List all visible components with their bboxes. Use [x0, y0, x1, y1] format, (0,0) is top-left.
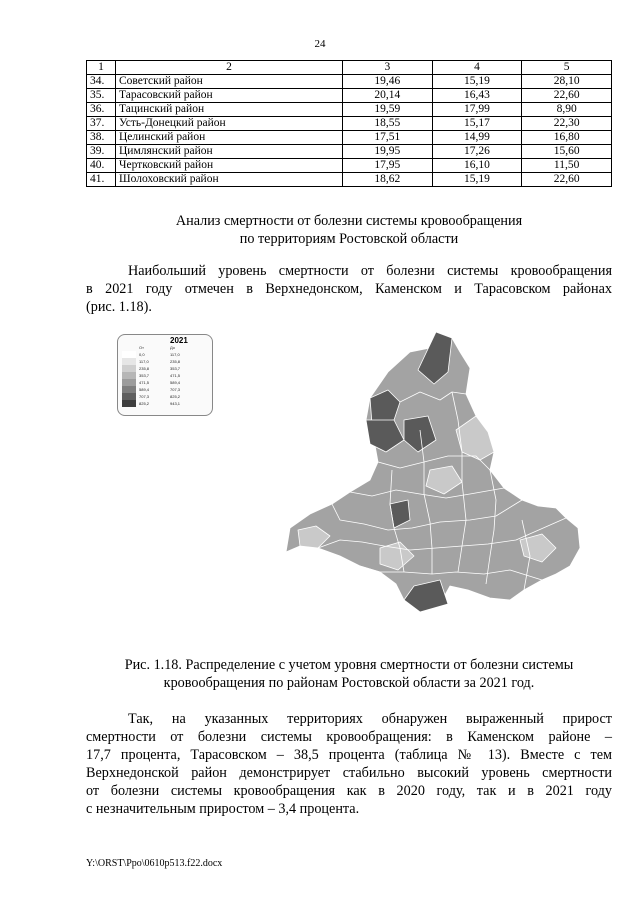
map-district-border — [378, 456, 490, 470]
map-district-border — [420, 430, 432, 574]
intro-paragraph — [86, 262, 612, 316]
legend-from: 0,0 — [139, 352, 145, 357]
map-region-dark — [370, 390, 400, 424]
map-region-dark — [390, 500, 410, 528]
figure-caption-line: Рис. 1.18. Распределение с учетом уровня смертности от болезни системы — [124, 657, 574, 673]
value-col5: 15,60 — [522, 145, 612, 159]
legend-header-to: До — [170, 345, 175, 350]
table-row — [87, 173, 612, 187]
footer-file-path: Y:\ORST\Ppo\0610p513.f22.docx — [86, 858, 223, 869]
district-name: Чертковский район — [116, 159, 343, 173]
map-district-border — [332, 500, 522, 530]
legend-to: 589,4 — [170, 380, 181, 385]
table-header-cell: 5 — [522, 61, 612, 75]
legend-row — [122, 372, 208, 379]
section-heading-line: по территориям Ростовской области — [239, 231, 459, 247]
map-region-dark — [404, 416, 436, 452]
table-header-cell: 4 — [432, 61, 522, 75]
map-district-border — [350, 488, 504, 498]
map-region-dark — [404, 580, 448, 612]
value-col5: 22,30 — [522, 117, 612, 131]
paragraph-line: от болезни системы кровообращения как в 2020 году, так и в 2021 году — [86, 783, 612, 799]
page-number: 24 — [314, 38, 326, 50]
map-region-light — [380, 542, 414, 570]
figure-caption-line: кровообращения по районам Ростовской области за 2021 год. — [163, 675, 535, 691]
legend-swatch — [122, 358, 136, 365]
map-district-border — [318, 518, 566, 550]
row-number: 39. — [87, 145, 116, 159]
legend-swatch — [122, 365, 136, 372]
table-row — [87, 131, 612, 145]
value-col5: 16,80 — [522, 131, 612, 145]
paragraph-line: Наибольший уровень смертности от болезни системы кровообращения — [128, 263, 612, 279]
row-number: 41. — [87, 173, 116, 187]
legend-from: 589,4 — [139, 387, 150, 392]
table-header-cell: 2 — [116, 61, 343, 75]
legend-from: 353,7 — [139, 373, 150, 378]
legend-swatch — [122, 351, 136, 358]
row-number: 35. — [87, 89, 116, 103]
section-heading — [86, 212, 612, 248]
paragraph-line: в 2021 году отмечен в Верхнедонском, Каменском и Тарасовском районах — [86, 281, 612, 297]
table-row — [87, 145, 612, 159]
map-region-dark — [366, 420, 404, 452]
value-col4: 16,43 — [432, 89, 522, 103]
value-col3: 18,62 — [343, 173, 433, 187]
legend-swatch — [122, 372, 136, 379]
legend-row — [122, 365, 208, 372]
value-col3: 20,14 — [343, 89, 433, 103]
value-col5: 22,60 — [522, 89, 612, 103]
value-col4: 15,17 — [432, 117, 522, 131]
section-heading-line: Анализ смертности от болезни системы кровообращения — [175, 213, 523, 229]
district-name: Цимлянский район — [116, 145, 343, 159]
legend-to: 235,8 — [170, 359, 181, 364]
table-row — [87, 75, 612, 89]
value-col3: 18,55 — [343, 117, 433, 131]
map-district-border — [522, 520, 530, 590]
district-name: Шолоховский район — [116, 173, 343, 187]
table-row — [87, 159, 612, 173]
value-col4: 17,99 — [432, 103, 522, 117]
district-name: Целинский район — [116, 131, 343, 145]
table-row — [87, 103, 612, 117]
map-district-border — [400, 392, 466, 402]
row-number: 40. — [87, 159, 116, 173]
table-header-row — [87, 61, 612, 75]
legend-swatch — [122, 400, 136, 407]
legend-from: 825,2 — [139, 401, 150, 406]
analysis-paragraph — [86, 710, 612, 818]
district-name: Советский район — [116, 75, 343, 89]
map-region-light — [426, 466, 462, 494]
paragraph-line: смертности от болезни системы кровообращения: в Каменском районе – — [86, 729, 612, 745]
paragraph-line: Верхнедонской район демонстрирует стабильно высокий уровень смертности — [86, 765, 612, 781]
legend-to: 471,5 — [170, 373, 181, 378]
row-number: 36. — [87, 103, 116, 117]
legend-to: 943,1 — [170, 401, 181, 406]
value-col4: 14,99 — [432, 131, 522, 145]
value-col3: 19,46 — [343, 75, 433, 89]
table-row — [87, 89, 612, 103]
legend-row — [122, 379, 208, 386]
value-col5: 28,10 — [522, 75, 612, 89]
legend-to: 825,2 — [170, 394, 181, 399]
legend-row — [122, 393, 208, 400]
legend-from: 235,8 — [139, 366, 150, 371]
value-col4: 17,26 — [432, 145, 522, 159]
value-col4: 16,10 — [432, 159, 522, 173]
value-col3: 17,51 — [343, 131, 433, 145]
legend-row — [122, 358, 208, 365]
row-number: 38. — [87, 131, 116, 145]
legend-swatch — [122, 393, 136, 400]
legend-year: 2021 — [170, 336, 188, 345]
legend-row — [122, 351, 208, 358]
row-number: 37. — [87, 117, 116, 131]
figure-caption — [86, 656, 612, 692]
map-district-border — [486, 470, 496, 584]
legend-to: 117,0 — [170, 352, 180, 357]
value-col4: 15,19 — [432, 75, 522, 89]
value-col3: 19,95 — [343, 145, 433, 159]
legend-row — [122, 400, 208, 407]
district-name: Тарасовский район — [116, 89, 343, 103]
paragraph-line: с незначительным приростом – 3,4 процента. — [86, 801, 360, 817]
table-header-cell: 3 — [343, 61, 433, 75]
value-col3: 17,95 — [343, 159, 433, 173]
value-col3: 19,59 — [343, 103, 433, 117]
map-region-light — [456, 416, 494, 460]
legend-to: 707,3 — [170, 387, 181, 392]
legend-from: 707,3 — [139, 394, 150, 399]
table-row — [87, 117, 612, 131]
map-region-light — [298, 526, 330, 548]
map-district-border — [390, 470, 404, 572]
map-region-light — [520, 534, 556, 562]
paragraph-line: (рис. 1.18). — [86, 299, 152, 315]
paragraph-line: Так, на указанных территориях обнаружен выраженный прирост — [128, 711, 612, 727]
map-region-dark — [418, 332, 452, 384]
map-district-border — [360, 566, 542, 580]
value-col5: 8,90 — [522, 103, 612, 117]
district-name: Усть-Донецкий район — [116, 117, 343, 131]
table-header-cell: 1 — [87, 61, 116, 75]
value-col5: 11,50 — [522, 159, 612, 173]
legend-to: 353,7 — [170, 366, 181, 371]
legend-from: 471,5 — [139, 380, 150, 385]
map-district-border — [452, 392, 466, 572]
row-number: 34. — [87, 75, 116, 89]
legend-header-from: От — [139, 345, 144, 350]
map-legend — [117, 334, 213, 416]
legend-from: 117,0 — [139, 359, 149, 364]
legend-row — [122, 386, 208, 393]
legend-swatch — [122, 386, 136, 393]
district-name: Тацинский район — [116, 103, 343, 117]
value-col4: 15,19 — [432, 173, 522, 187]
mortality-table — [86, 60, 612, 187]
map-region-body — [286, 332, 580, 612]
paragraph-line: 17,7 процента, Тарасовском – 38,5 процента (таблица № 13). Вместе с тем — [86, 747, 612, 763]
value-col5: 22,60 — [522, 173, 612, 187]
legend-swatch — [122, 379, 136, 386]
